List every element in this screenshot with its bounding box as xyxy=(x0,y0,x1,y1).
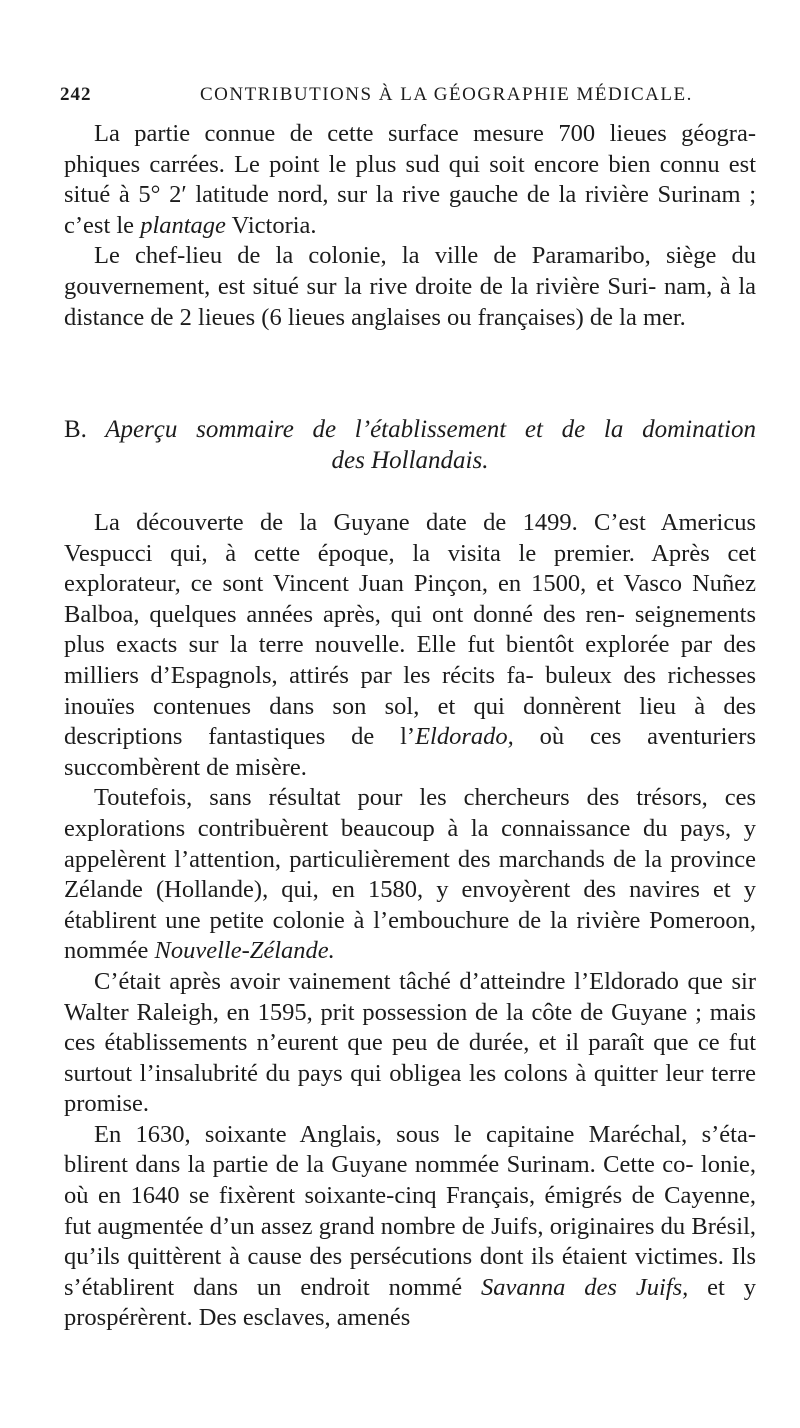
text-line: rivière Pomeroon, nommée xyxy=(64,906,757,965)
text-line: dont ils étaient victimes. Ils s’établirent dans un endroit nommé xyxy=(64,1243,756,1301)
text-line: lonie, où en 1640 se fixèrent soixante-cinq Français, émigrés xyxy=(64,1151,757,1210)
text-line: buleux des richesses inouïes contenues dans son sol, et qui xyxy=(64,661,756,720)
text-line: et y prospérèrent. Des esclaves, amenés xyxy=(64,1273,757,1332)
text-line: rivière Surinam ; c’est le xyxy=(64,181,757,239)
text-line: nam, à la distance de 2 lieues (6 lieues anglaises ou françaises) xyxy=(64,272,756,331)
text-line: Vespucci qui, à cette époque, la visita le premier. Après cet xyxy=(64,539,756,567)
text-line: explorations contribuèrent beaucoup à la connaissance du pays, xyxy=(64,814,732,842)
italic-term: Eldorado, xyxy=(415,723,514,751)
text-line: blirent dans la partie de la Guyane nommée Surinam. Cette co- xyxy=(64,1151,694,1179)
text-line: les colons à quitter leur terre promise. xyxy=(64,1059,757,1118)
text-line: Nuñez Balboa, quelques années après, qui ont donné des ren- xyxy=(64,570,757,628)
text-line: En 1630, soixante Anglais, sous le capitaine Maréchal, s’éta- xyxy=(94,1120,756,1148)
section-label: B. xyxy=(64,416,87,443)
text-line: où ces aventuriers succombèrent de misère. xyxy=(64,723,757,781)
section-heading xyxy=(64,414,756,476)
section-heading-line-2: des Hollandais. xyxy=(331,447,489,474)
section-heading-line xyxy=(64,414,756,445)
text-line: Le chef-lieu de la colonie, la ville de Paramaribo, siège du xyxy=(94,242,756,270)
text-line: navires et y établirent une petite colonie à l’embouchure de la xyxy=(64,876,756,934)
text-line: y appelèrent l’attention, particulièrement des marchands de la xyxy=(64,814,757,873)
paragraph-discovery xyxy=(64,508,756,783)
text-line: donnèrent lieu à des descriptions fantastiques de l’ xyxy=(64,692,757,751)
text-line: province Zélande (Hollande), qui, en 1580, y envoyèrent des xyxy=(64,845,757,904)
text-line: seignements plus exacts sur la terre nouvelle. Elle fut bientôt xyxy=(64,600,756,659)
running-header xyxy=(60,84,760,110)
text-line: La partie connue de cette surface mesure 700 lieues géogra- xyxy=(94,120,756,147)
text-block-history xyxy=(64,508,756,1334)
text-line: de Cayenne, fut augmentée d’un assez grand nombre de Juifs, xyxy=(64,1182,757,1240)
italic-term: Nouvelle-Zélande. xyxy=(154,937,335,965)
paragraph-settlement xyxy=(64,1120,756,1334)
text-line: Toutefois, sans résultat pour les chercheurs des trésors, ces xyxy=(94,784,756,812)
paragraph-explorations xyxy=(64,783,756,967)
text-line: Victoria. xyxy=(225,211,317,239)
text-line: connu est situé à 5° 2′ latitude nord, sur la rive gauche de la xyxy=(64,150,757,209)
paragraph-raleigh xyxy=(64,967,756,1120)
text-line: que sir Walter Raleigh, en 1595, prit possession de la côte de xyxy=(64,967,757,1026)
italic-term: Savanna des Juifs, xyxy=(481,1273,689,1301)
text-line: phiques carrées. Le point le plus sud qui soit encore bien xyxy=(64,150,651,178)
text-line: de la mer. xyxy=(589,303,686,331)
italic-term: plantage xyxy=(140,211,226,239)
section-title-part: Aperçu sommaire de l’établissement et de la domination xyxy=(105,416,756,443)
page-number: 242 xyxy=(60,84,92,105)
text-line: La découverte de la Guyane date de 1499. C’est Americus xyxy=(94,509,756,536)
text-line: et il paraît que ce fut surtout l’insalubrité du pays qui obligea xyxy=(64,1029,757,1087)
paragraph-surface xyxy=(64,119,756,241)
paragraph-paramaribo xyxy=(64,241,756,333)
text-line: originaires du Brésil, qu’ils quittèrent à cause des persécutions xyxy=(64,1212,757,1271)
text-line: gouvernement, est situé sur la rive droite de la rivière Suri- xyxy=(64,272,657,300)
text-line: Guyane ; mais ces établissements n’eurent que peu de durée, xyxy=(64,998,756,1057)
text-line: C’était après avoir vainement tâché d’atteindre l’Eldorado xyxy=(94,967,679,995)
text-block-intro xyxy=(64,119,756,333)
text-line: explorée par des milliers d’Espagnols, attirés par les récits fa- xyxy=(64,631,757,689)
running-title: CONTRIBUTIONS À LA GÉOGRAPHIE MÉDICALE. xyxy=(200,84,693,105)
text-line: explorateur, ce sont Vincent Juan Pinçon, en 1500, et Vasco xyxy=(64,570,683,598)
